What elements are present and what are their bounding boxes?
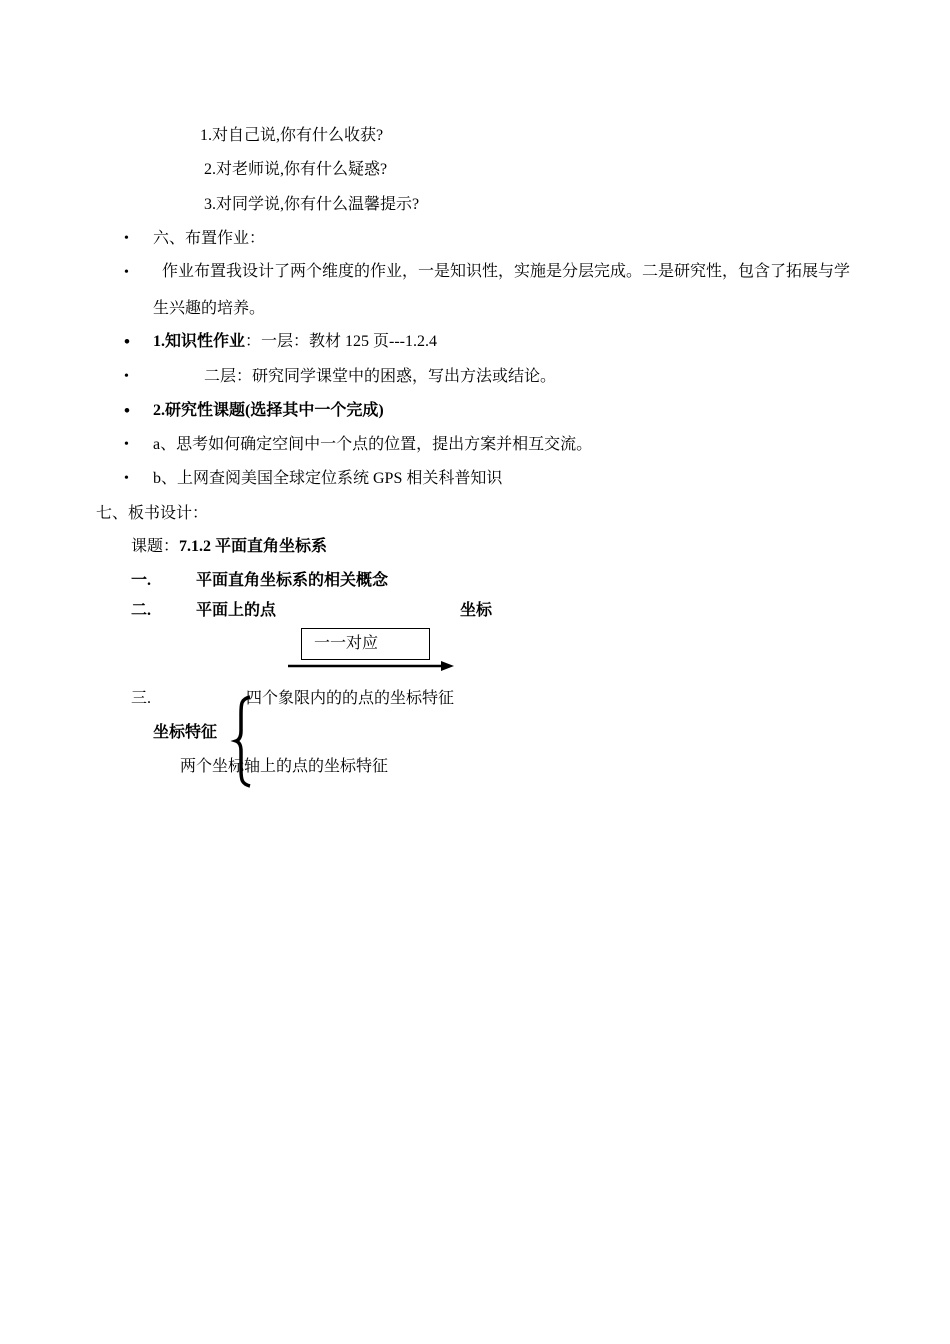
section-2-left: 平面上的点 (196, 602, 277, 619)
homework-intro-line-2: 生兴趣的培养。 (153, 300, 266, 317)
reflection-item-1: 1.对自己说,你有什么收获? (200, 127, 384, 144)
feature-quadrant: 四个象限内的的点的坐标特征 (246, 690, 455, 707)
section-1-text: 平面直角坐标系的相关概念 (196, 572, 389, 589)
bullet-icon: • (124, 471, 129, 486)
bullet-icon: • (124, 332, 130, 351)
research-option-a: a、思考如何确定空间中一个点的位置，提出方案并相互交流。 (153, 436, 593, 453)
correspondence-arrowhead (441, 661, 454, 671)
bullet-icon: • (124, 265, 129, 280)
homework-intro-line-1: 作业布置我设计了两个维度的作业，一是知识性，实施是分层完成。二是研究性，包含了拓展与学 (162, 263, 851, 280)
board-topic-title: 7.1.2 平面直角坐标系 (179, 538, 328, 555)
homework-heading: 六、布置作业： (153, 230, 266, 247)
feature-label: 坐标特征 (153, 724, 218, 741)
section-2-number: 二. (131, 602, 152, 619)
research-option-b: b、上网查阅美国全球定位系统 GPS 相关科普知识 (153, 470, 503, 487)
reflection-item-2: 2.对老师说,你有什么疑惑? (204, 161, 388, 178)
bullet-icon: • (124, 401, 130, 420)
knowledge-level-2: 二层：研究同学课堂中的困惑，写出方法或结论。 (204, 368, 557, 385)
research-heading: 2.研究性课题(选择其中一个完成) (153, 402, 384, 419)
board-topic-label: 课题： (131, 538, 180, 555)
bullet-icon: • (124, 369, 129, 384)
knowledge-homework-label: 1.知识性作业 (153, 333, 246, 350)
section-2-right: 坐标 (460, 602, 493, 619)
correspondence-box: 一一对应 (301, 628, 430, 660)
knowledge-homework-text: ：一层：教材 125 页---1.2.4 (245, 333, 438, 350)
reflection-item-3: 3.对同学说,你有什么温馨提示? (204, 196, 420, 213)
section-3-number: 三. (131, 690, 152, 707)
feature-axis: 两个坐标轴上的点的坐标特征 (180, 758, 389, 775)
bullet-icon: • (124, 437, 129, 452)
bullet-icon: • (124, 231, 129, 246)
board-heading: 七、板书设计： (96, 505, 209, 522)
section-1-number: 一. (131, 572, 152, 589)
